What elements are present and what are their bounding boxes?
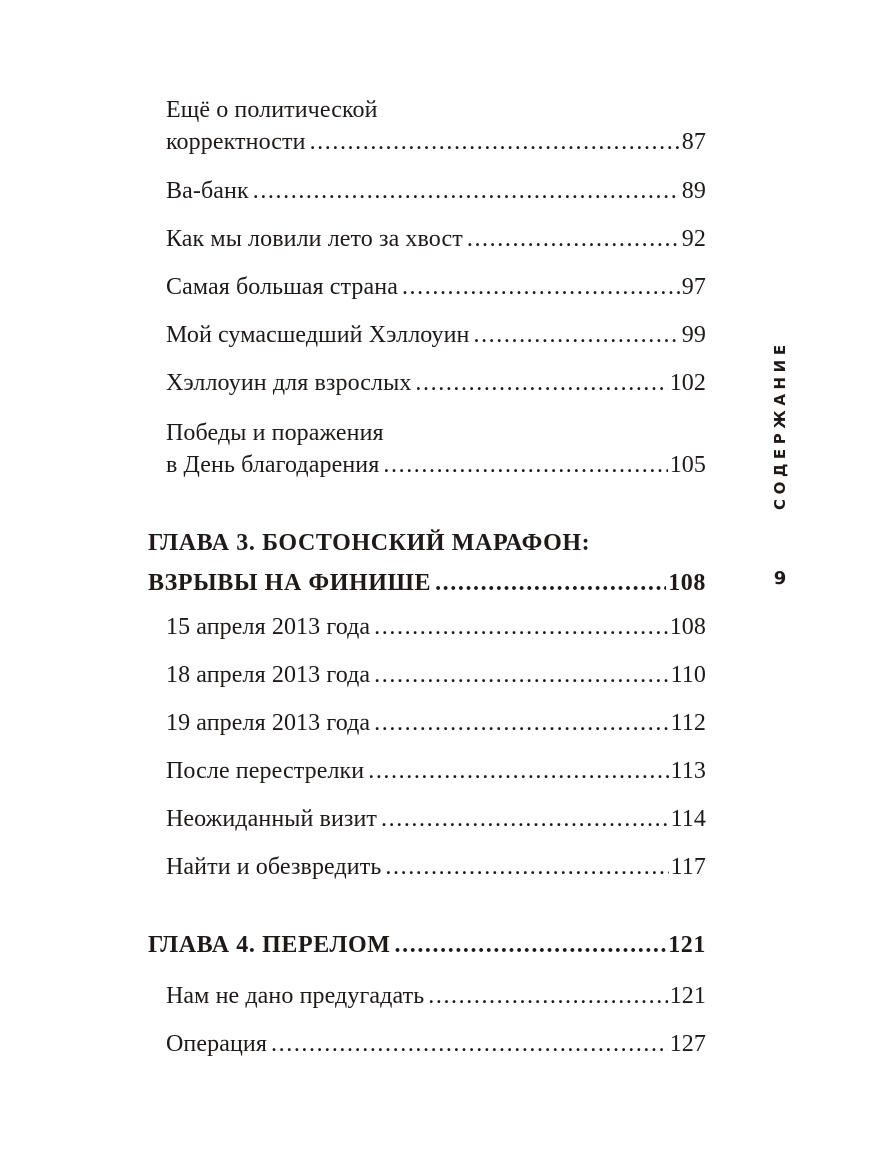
chapter-page-number: 108 (668, 570, 706, 596)
entry-row (166, 980, 706, 1012)
entry-title: 18 апреля 2013 года (166, 662, 371, 688)
entry-page-number: 87 (681, 129, 706, 155)
entry-page-number: 121 (669, 983, 706, 1009)
dot-leader (415, 367, 667, 399)
toc-entry (166, 367, 706, 399)
entry-row (166, 449, 706, 481)
toc-entry (166, 94, 706, 158)
entry-title-line: Победы и поражения (166, 420, 384, 446)
chapter-title-line: ГЛАВА 3. БОСТОНСКИЙ МАРАФОН: (148, 530, 591, 556)
entry-title: в День благодарения (166, 452, 380, 478)
dot-leader (395, 925, 667, 965)
dot-leader (374, 611, 668, 643)
page-number: 9 (773, 567, 787, 589)
chapter-row (148, 925, 706, 965)
entry-page-number: 99 (681, 322, 706, 348)
entry-page-number: 117 (670, 854, 706, 880)
entry-row (166, 851, 706, 883)
entry-page-number: 114 (670, 806, 706, 832)
entry-row (166, 223, 706, 255)
entry-row (166, 755, 706, 787)
entry-title: корректности (166, 129, 306, 155)
entry-title: 19 апреля 2013 года (166, 710, 371, 736)
entry-title: После перестрелки (166, 758, 365, 784)
toc-entry (166, 1028, 706, 1060)
dot-leader (253, 175, 680, 207)
chapter-title: ВЗРЫВЫ НА ФИНИШЕ (148, 570, 432, 596)
entry-row (166, 803, 706, 835)
dot-leader (385, 851, 668, 883)
entry-title: Найти и обезвредить (166, 854, 382, 880)
entry-page-number: 113 (670, 758, 706, 784)
entry-title-line: Ещё о политической (166, 97, 378, 123)
toc-entry (166, 417, 706, 481)
entry-row (166, 1028, 706, 1060)
toc-entry (166, 271, 706, 303)
entry-page-number: 110 (670, 662, 706, 688)
entry-row (166, 367, 706, 399)
chapter-title: ГЛАВА 4. ПЕРЕЛОМ (148, 932, 391, 958)
entry-title: 15 апреля 2013 года (166, 614, 371, 640)
entry-title: Как мы ловили лето за хвост (166, 226, 463, 252)
dot-leader (473, 319, 679, 351)
chapter-heading (148, 523, 706, 603)
dot-leader (467, 223, 680, 255)
chapter-page-number: 121 (668, 932, 706, 958)
entry-page-number: 97 (681, 274, 706, 300)
entry-row (166, 271, 706, 303)
dot-leader (402, 271, 680, 303)
entry-row (166, 126, 706, 158)
toc-entry (166, 707, 706, 739)
dot-leader (435, 563, 666, 603)
dot-leader (374, 659, 668, 691)
toc-entry (166, 755, 706, 787)
running-head: СОДЕРЖАНИЕ (771, 340, 789, 510)
toc-entry (166, 175, 706, 207)
entry-page-number: 89 (681, 178, 706, 204)
toc-entry (166, 980, 706, 1012)
dot-leader (428, 980, 667, 1012)
toc-entry (166, 319, 706, 351)
entry-row (166, 659, 706, 691)
entry-title: Нам не дано предугадать (166, 983, 425, 1009)
chapter-row (148, 563, 706, 603)
entry-title: Неожиданный визит (166, 806, 378, 832)
entry-title: Операция (166, 1031, 268, 1057)
chapter-heading (148, 925, 706, 965)
entry-page-number: 92 (681, 226, 706, 252)
entry-title: Ва-банк (166, 178, 249, 204)
toc-entry (166, 851, 706, 883)
toc-entry (166, 223, 706, 255)
entry-page-number: 105 (669, 452, 706, 478)
entry-title: Хэллоуин для взрослых (166, 370, 412, 396)
dot-leader (383, 449, 667, 481)
entry-row (166, 319, 706, 351)
dot-leader (368, 755, 668, 787)
dot-leader (374, 707, 668, 739)
toc-entry (166, 611, 706, 643)
dot-leader (310, 126, 680, 158)
toc-entry (166, 803, 706, 835)
toc-entry (166, 659, 706, 691)
dot-leader (381, 803, 669, 835)
entry-title: Мой сумасшедший Хэллоуин (166, 322, 470, 348)
dot-leader (271, 1028, 668, 1060)
entry-page-number: 127 (669, 1031, 706, 1057)
entry-page-number: 102 (669, 370, 706, 396)
entry-page-number: 112 (670, 710, 706, 736)
entry-row (166, 175, 706, 207)
entry-title: Самая большая страна (166, 274, 398, 300)
entry-row (166, 611, 706, 643)
entry-page-number: 108 (669, 614, 706, 640)
entry-row (166, 707, 706, 739)
